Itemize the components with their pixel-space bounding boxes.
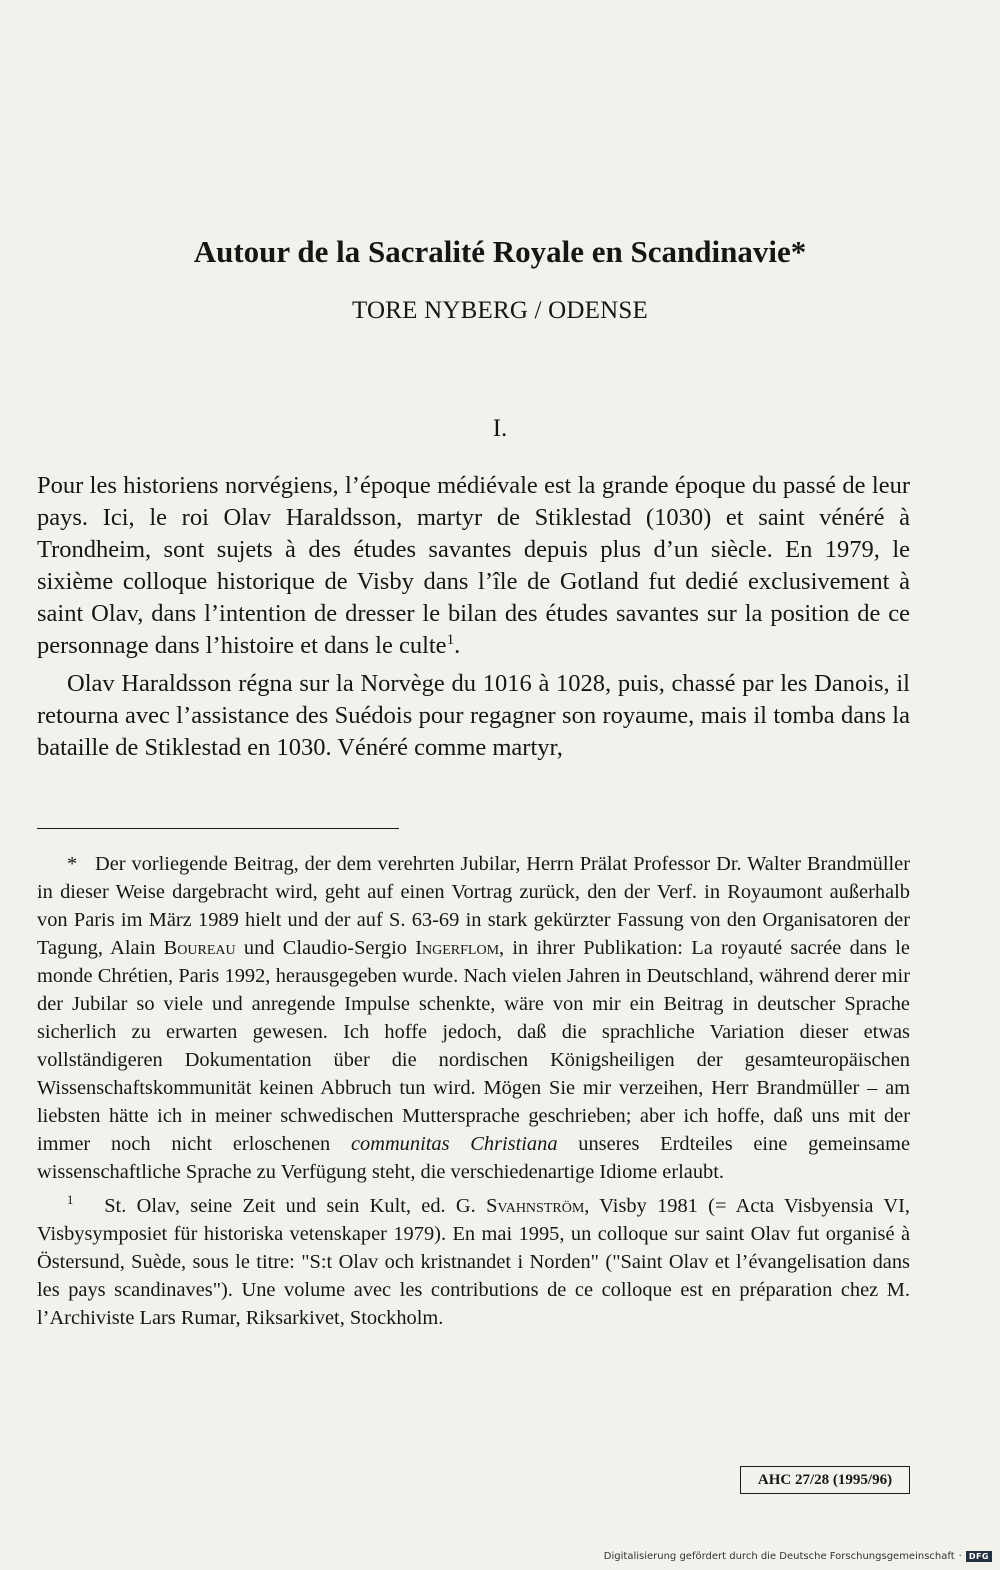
section-heading: I. bbox=[492, 415, 508, 442]
footnote-star-text-d: unseres Erdteiles eine gemeinsame wissenschaftliche Sprache zu Verfügung steht, die verschiedenartige Idiome erlaubt. bbox=[37, 1133, 910, 1183]
footnote-1 bbox=[37, 1192, 910, 1332]
footnote-star-text-c: , in ihrer Publikation: La royauté sacrée dans le monde Chrétien, Paris 1992, herausgegeben wurde. Nach vielen Jahren in Deutschland, während derer mir der Jubilar so viele und anregende Impulse schenkte, wäre von mir ein Beitrag in deutscher Sprache sicherlich zu erwarten gewesen. Ich hoffe jedoch, daß die sprachliche Variation dieser etwas vollständigeren Dokumentation über die nordischen Königsheiligen der gesamteuropäischen Wissenschaftskommunität keinen Abbruch tun wird. Mögen Sie mir verzeihen, Herr Brandmüller – am liebsten hätte ich in meiner schwedischen Muttersprache geschrieben; aber ich hoffe, daß uns mit der immer noch nicht erloschenen bbox=[37, 937, 910, 1155]
footnote-star-text-b: und Claudio-Sergio bbox=[243, 937, 407, 959]
paragraph-1-end: . bbox=[454, 632, 461, 659]
footer-text: Digitalisierung gefördert durch die Deutsche Forschungsgemeinschaft bbox=[603, 1551, 955, 1562]
footnote-1-marker: 1 bbox=[67, 1193, 74, 1208]
paragraph-1 bbox=[37, 470, 910, 662]
body-text bbox=[37, 470, 910, 764]
paragraph-2: Olav Haraldsson régna sur la Norvège du 1016 à 1028, puis, chassé par les Danois, il retourna avec l’assistance des Suédois pour regagner son royaume, mais il tomba dans la bataille de Stiklestad en 1030. Vénéré comme martyr, bbox=[37, 670, 910, 761]
footnote-star bbox=[37, 850, 910, 1186]
footer-separator: · bbox=[958, 1551, 962, 1562]
footnote-star-marker: * bbox=[67, 853, 78, 875]
journal-page-code: AHC 27/28 (1995/96) bbox=[740, 1466, 910, 1494]
author-name-boureau: Boureau bbox=[163, 937, 236, 959]
digitization-footer bbox=[604, 1551, 992, 1562]
footnote-rule bbox=[37, 828, 399, 829]
article-author: TORE NYBERG / ODENSE bbox=[352, 297, 648, 324]
footnotes bbox=[37, 850, 910, 1332]
footnote-1-text-a: St. Olav, seine Zeit und sein Kult, ed. G. bbox=[104, 1195, 476, 1217]
article-title: Autour de la Sacralité Royale en Scandinavie* bbox=[193, 234, 807, 269]
footnote-star-text-a: Der vorliegende Beitrag, der dem verehrten Jubilar, Herrn Prälat Professor Dr. Walter Brandmüller in dieser Weise dargebracht wird, geht auf einen Vortrag zurück, den der Verf. in Royaumont außerhalb von Paris im März 1989 hielt und der auf S. 63-69 in stark gekürzter Fassung von den Organisatoren der Tagung, Alain bbox=[37, 853, 910, 959]
paragraph-1-text: Pour les historiens norvégiens, l’époque médiévale est la grande époque du passé de leur pays. Ici, le roi Olav Haraldsson, martyr de Stiklestad (1030) et saint vénéré à Trondheim, sont sujets à des études savantes depuis plus d’un siècle. En 1979, le sixième colloque historique de Visby dans l’île de Gotland fut dedié exclusivement à saint Olav, dans l’intention de dresser le bilan des études savantes sur la position de ce personnage dans l’histoire et dans le culte bbox=[37, 472, 910, 659]
dfg-logo-icon: DFG bbox=[966, 1551, 992, 1562]
footnote-1-text-b: , Visby 1981 (= Acta Visbyensia VI, Visbysymposiet für historiska vetenskaper 1979). En mai 1995, un colloque sur saint Olav fut organisé à Östersund, Suède, sous le titre: "S:t Olav och kristnandet i Norden" ("Saint Olav et l’évangelisation dans les pays scandinaves"). Une volume avec les contributions de ce colloque est en préparation chez M. l’Archiviste Lars Rumar, Riksarkivet, Stockholm. bbox=[37, 1195, 910, 1329]
footnote-ref-1[interactable]: 1 bbox=[446, 630, 455, 648]
author-name-ingerflom: Ingerflom bbox=[415, 937, 500, 959]
footnote-star-italic: communitas Christiana bbox=[350, 1133, 558, 1155]
author-name-svahnstrom: Svahnström bbox=[486, 1195, 585, 1217]
